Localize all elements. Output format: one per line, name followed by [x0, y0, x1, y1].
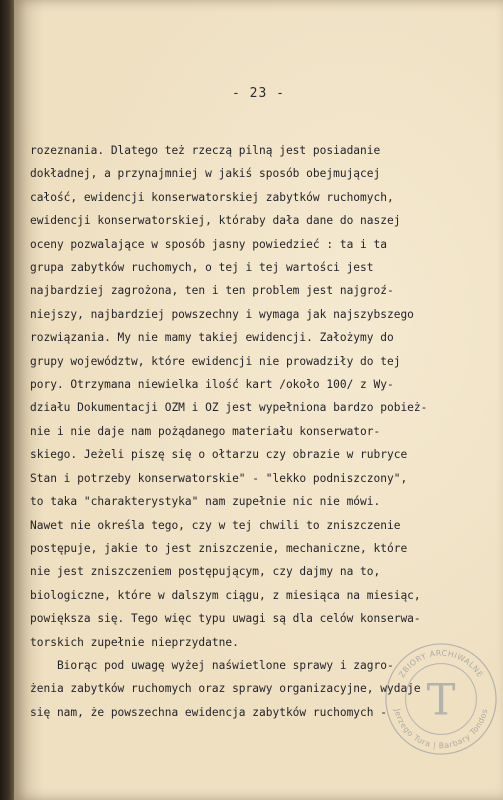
text-line: grupa zabytków ruchomych, o tej i tej wartości jest	[30, 261, 374, 275]
text-line: oceny pozwalające w sposób jasny powiedzieć : ta i ta	[30, 237, 387, 251]
watermark-bottom-text: Jerzego Tura | Barbary Tondos	[392, 707, 490, 751]
text-line: Stan i potrzeby konserwatorskie" - "lekko podniszczony",	[30, 471, 408, 485]
text-line: całość, ewidencji konserwatorskiej zabytków ruchomych,	[30, 190, 394, 204]
text-line: rozeznania. Dlatego też rzeczą pilną jest posiadanie	[30, 144, 381, 157]
watermark-monogram: T	[426, 675, 456, 726]
body-text	[30, 139, 495, 724]
text-line: nie i nie daje nam pożądanego materiału konserwator-	[30, 424, 381, 438]
archive-watermark-stamp	[382, 640, 500, 758]
text-line: pory. Otrzymana niewielka ilość kart /około 100/ z Wy-	[30, 378, 394, 392]
watermark-top-text: ZBIORY ARCHIWALNE	[397, 648, 485, 680]
text-line: skiego. Jeżeli piszę się o ołtarzu czy obrazie w rubryce	[30, 448, 408, 462]
text-line: Nawet nie określa tego, czy w tej chwili to zniszczenie	[30, 518, 401, 532]
text-line: nie jest zniszczeniem postępującym, czy dajmy na to,	[30, 565, 381, 579]
text-line: żenia zabytków ruchomych oraz sprawy organizacyjne, wydaje	[30, 682, 421, 696]
text-line: działu Dokumentacji OZM i OZ jest wypełniona bardzo pobież-	[30, 401, 428, 415]
text-line: się nam, że powszechna ewidencja zabytków ruchomych -	[30, 705, 387, 719]
text-line: powiększa się. Tego więc typu uwagi są dla celów konserwa-	[30, 612, 421, 626]
text-line: postępuje, jakie to jest zniszczenie, mechaniczne, które	[30, 541, 408, 555]
text-line: dokładnej, a przynajmniej w jakiś sposób obejmującej	[30, 167, 381, 181]
text-line: rozwiązania. My nie mamy takiej ewidencji. Założymy do	[30, 331, 394, 345]
text-line: grupy województw, które ewidencji nie prowadziły do tej	[30, 354, 401, 368]
text-line: niejszy, najbardziej powszechny i wymaga jak najszybszego	[30, 307, 414, 321]
book-gutter	[0, 0, 14, 800]
text-line: to taka "charakterystyka" nam zupełnie nic nie mówi.	[30, 495, 381, 509]
text-line: najbardziej zagrożona, ten i ten problem jest najgroź-	[30, 284, 394, 298]
text-line: biologiczne, które w dalszym ciągu, z miesiąca na miesiąc,	[30, 588, 421, 602]
text-line: Biorąc pod uwagę wyżej naświetlone sprawy i zagro-	[30, 658, 394, 672]
text-line: torskich zupełnie nieprzydatne.	[30, 635, 239, 649]
text-line: ewidencji konserwatorskiej, któraby dała dane do naszej	[30, 214, 401, 228]
page-number: - 23 -	[232, 86, 285, 101]
